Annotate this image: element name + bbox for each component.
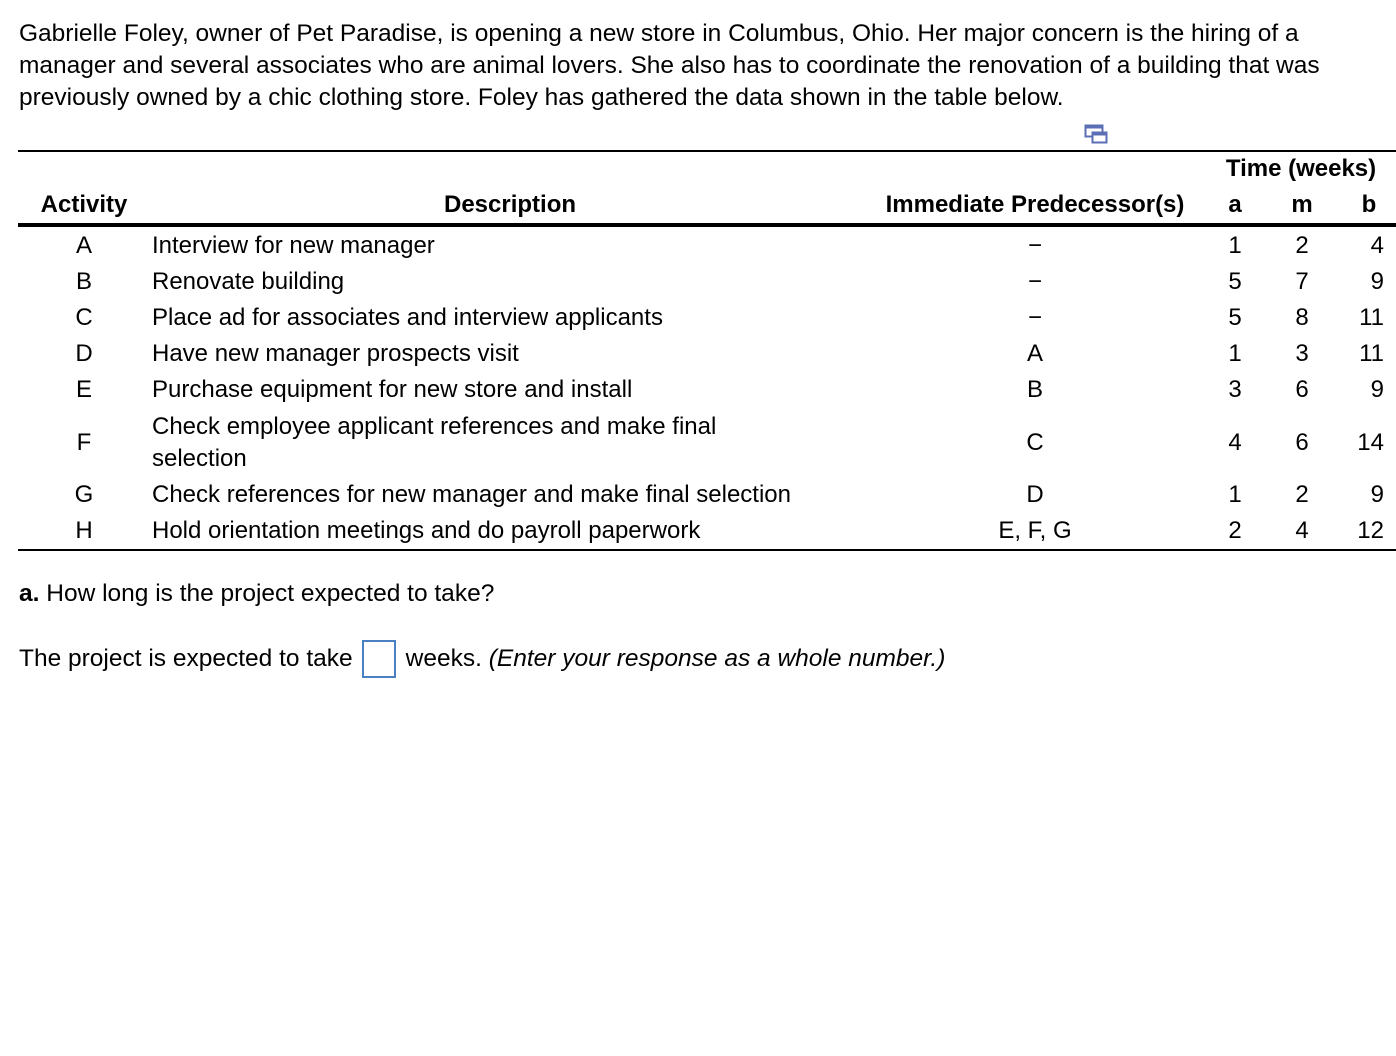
question-text: How long is the project expected to take? bbox=[39, 580, 495, 607]
predecessors-cell: − bbox=[1027, 232, 1042, 259]
weeks-answer-input[interactable] bbox=[362, 640, 396, 678]
description-cell: Place ad for associates and interview applicants bbox=[152, 304, 663, 331]
description-cell-line-1: Check employee applicant references and make final bbox=[152, 413, 717, 440]
predecessors-cell: C bbox=[1026, 429, 1044, 456]
a-cell: 1 bbox=[1228, 232, 1242, 259]
m-cell: 8 bbox=[1295, 304, 1309, 331]
description-cell: Have new manager prospects visit bbox=[152, 340, 519, 367]
m-cell: 2 bbox=[1295, 481, 1309, 508]
intro-line-2: manager and several associates who are animal lovers. She also has to coordinate the renovation of a building that was bbox=[19, 52, 1320, 79]
answer-prefix: The project is expected to take bbox=[19, 645, 353, 672]
activity-cell: D bbox=[75, 340, 93, 367]
table-header-rule bbox=[18, 223, 1396, 227]
question-a bbox=[19, 578, 494, 610]
a-cell: 1 bbox=[1228, 340, 1242, 367]
copy-table-icon[interactable] bbox=[1084, 124, 1110, 144]
m-cell: 6 bbox=[1295, 429, 1309, 456]
b-cell: 9 bbox=[1370, 268, 1384, 295]
description-cell: Hold orientation meetings and do payroll paperwork bbox=[152, 517, 701, 544]
problem-intro bbox=[19, 18, 1396, 114]
a-header: a bbox=[1228, 191, 1242, 218]
description-header: Description bbox=[443, 191, 577, 218]
predecessors-cell: E, F, G bbox=[998, 517, 1072, 544]
predecessors-cell: A bbox=[1026, 340, 1043, 367]
answer-suffix: weeks. bbox=[405, 645, 482, 672]
b-cell: 11 bbox=[1359, 340, 1384, 367]
predecessors-cell: D bbox=[1026, 481, 1044, 508]
description-cell-line-2: selection bbox=[152, 445, 247, 472]
time-weeks-header: Time (weeks) bbox=[1225, 155, 1377, 182]
m-cell: 2 bbox=[1295, 232, 1309, 259]
description-cell: Purchase equipment for new store and install bbox=[152, 376, 633, 403]
activity-cell: H bbox=[75, 517, 93, 544]
a-cell: 2 bbox=[1228, 517, 1242, 544]
b-cell: 9 bbox=[1370, 481, 1384, 508]
b-cell: 4 bbox=[1370, 232, 1384, 259]
activity-cell: B bbox=[75, 268, 92, 295]
table-bottom-rule bbox=[18, 549, 1396, 551]
predecessors-cell: − bbox=[1027, 268, 1042, 295]
m-cell: 3 bbox=[1295, 340, 1309, 367]
a-cell: 1 bbox=[1228, 481, 1242, 508]
m-cell: 4 bbox=[1295, 517, 1309, 544]
b-cell: 12 bbox=[1357, 517, 1384, 544]
m-header: m bbox=[1291, 191, 1313, 218]
activity-cell: A bbox=[75, 232, 92, 259]
description-cell: Renovate building bbox=[152, 268, 345, 295]
answer-line bbox=[19, 640, 945, 678]
predecessors-header: Immediate Predecessor(s) bbox=[885, 191, 1185, 218]
b-cell: 14 bbox=[1357, 429, 1384, 456]
activity-cell: G bbox=[74, 481, 94, 508]
a-cell: 5 bbox=[1228, 268, 1242, 295]
answer-instruction: (Enter your response as a whole number.) bbox=[488, 645, 946, 672]
b-header: b bbox=[1361, 191, 1377, 218]
m-cell: 7 bbox=[1295, 268, 1309, 295]
activity-cell: F bbox=[76, 429, 92, 456]
m-cell: 6 bbox=[1295, 376, 1309, 403]
a-cell: 4 bbox=[1228, 429, 1242, 456]
question-label: a. bbox=[19, 580, 40, 607]
b-cell: 9 bbox=[1370, 376, 1384, 403]
a-cell: 5 bbox=[1228, 304, 1242, 331]
description-cell: Check references for new manager and make final selection bbox=[152, 481, 791, 508]
b-cell: 11 bbox=[1359, 304, 1384, 331]
intro-line-1: Gabrielle Foley, owner of Pet Paradise, is opening a new store in Columbus, Ohio. Her major concern is the hiring of a bbox=[19, 20, 1299, 47]
a-cell: 3 bbox=[1228, 376, 1242, 403]
description-cell: Interview for new manager bbox=[152, 232, 435, 259]
activity-header: Activity bbox=[40, 191, 128, 218]
predecessors-cell: − bbox=[1027, 304, 1042, 331]
table-top-rule bbox=[18, 150, 1396, 152]
intro-line-3: previously owned by a chic clothing store. Foley has gathered the data shown in the table below. bbox=[19, 84, 1064, 111]
activity-cell: E bbox=[75, 376, 92, 403]
activity-cell: C bbox=[75, 304, 93, 331]
predecessors-cell: B bbox=[1026, 376, 1043, 403]
